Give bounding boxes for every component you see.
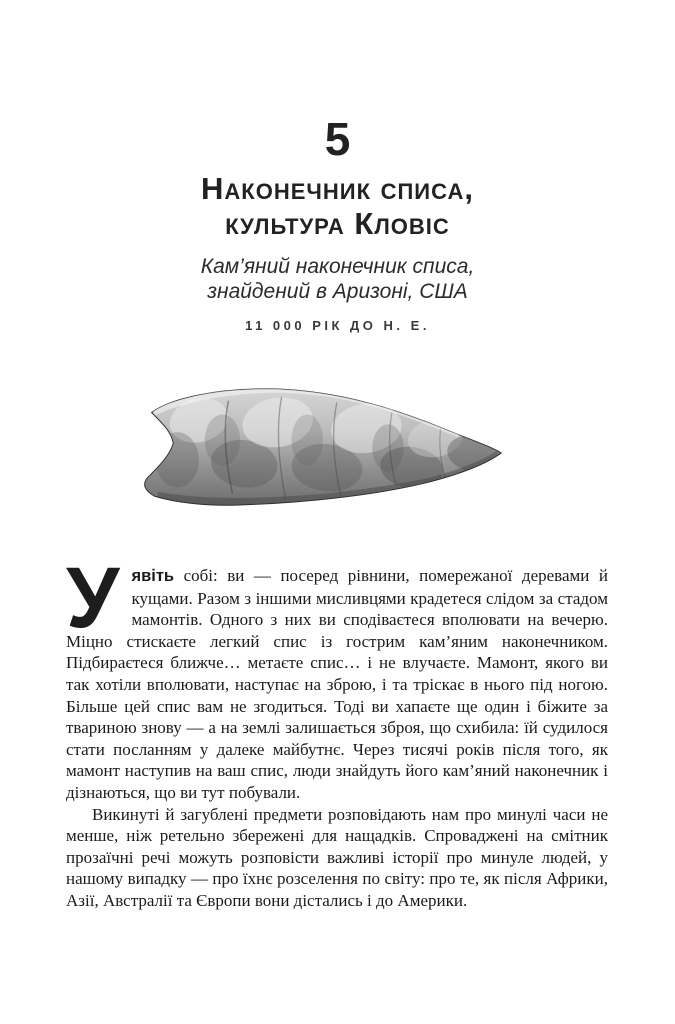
paragraph-2: Викинуті й загублені предмети розповідають нам про минулі часи не менше, ніж ретельно збережені для нащадків. Спроваджені на смітник прозаїчні речі можуть розповісти важливі історії про минуле людей, у нашому випадку — про їхнє розселення по світу: про те, як після Африки, Азії, Австралії та Європи вони дістались і до Америки. — [66, 804, 608, 910]
artifact-description-line2: знайдений в Аризоні, США — [207, 280, 468, 303]
clovis-spear-point-photo — [132, 383, 510, 513]
chapter-title-line1: Наконечник списа, — [201, 171, 474, 206]
body-text — [0, 550, 675, 912]
lead-word: явіть — [131, 567, 175, 585]
paragraph-1-text: собі: ви — посеред рівнини, помережаної деревами й кущами. Разом з іншими мисливцями крадетеся слідом за стадом мамонтів. Одного з них ви сподіваєтеся вполювати на вечерю. Міцно стискаєте легкий спис із гострим кам’яним наконечником. Підбираєтеся ближче… метаєте спис… і не влучаєте. Мамонт, якого ви так хотіли вполювати, наступає на зброю, і та тріскає в нього під ногою. Більше цей спис вам не згодиться. Тоді ви хапаєте ще один і біжите за твариною знову — а на землі залишається зброя, що схибила: їй судилося стати посланням у далеке майбутнє. Через тисячі років після того, як мамонт наступив на ваш спис, люди знайдуть його кам’яний наконечник і дізнаються, що ви тут побували. — [66, 566, 608, 802]
artifact-date: 11 000 РІК ДО Н. Е. — [245, 318, 430, 333]
artifact-description — [0, 254, 675, 304]
paragraph-1 — [66, 550, 608, 804]
artifact-description-line1: Кам’яний наконечник списа, — [200, 255, 475, 278]
spear-point-figure — [0, 383, 675, 517]
chapter-title — [0, 171, 675, 241]
chapter-number: 5 — [324, 113, 351, 165]
drop-cap: У — [66, 550, 120, 646]
chapter-title-line2: культура Кловіс — [225, 206, 450, 241]
